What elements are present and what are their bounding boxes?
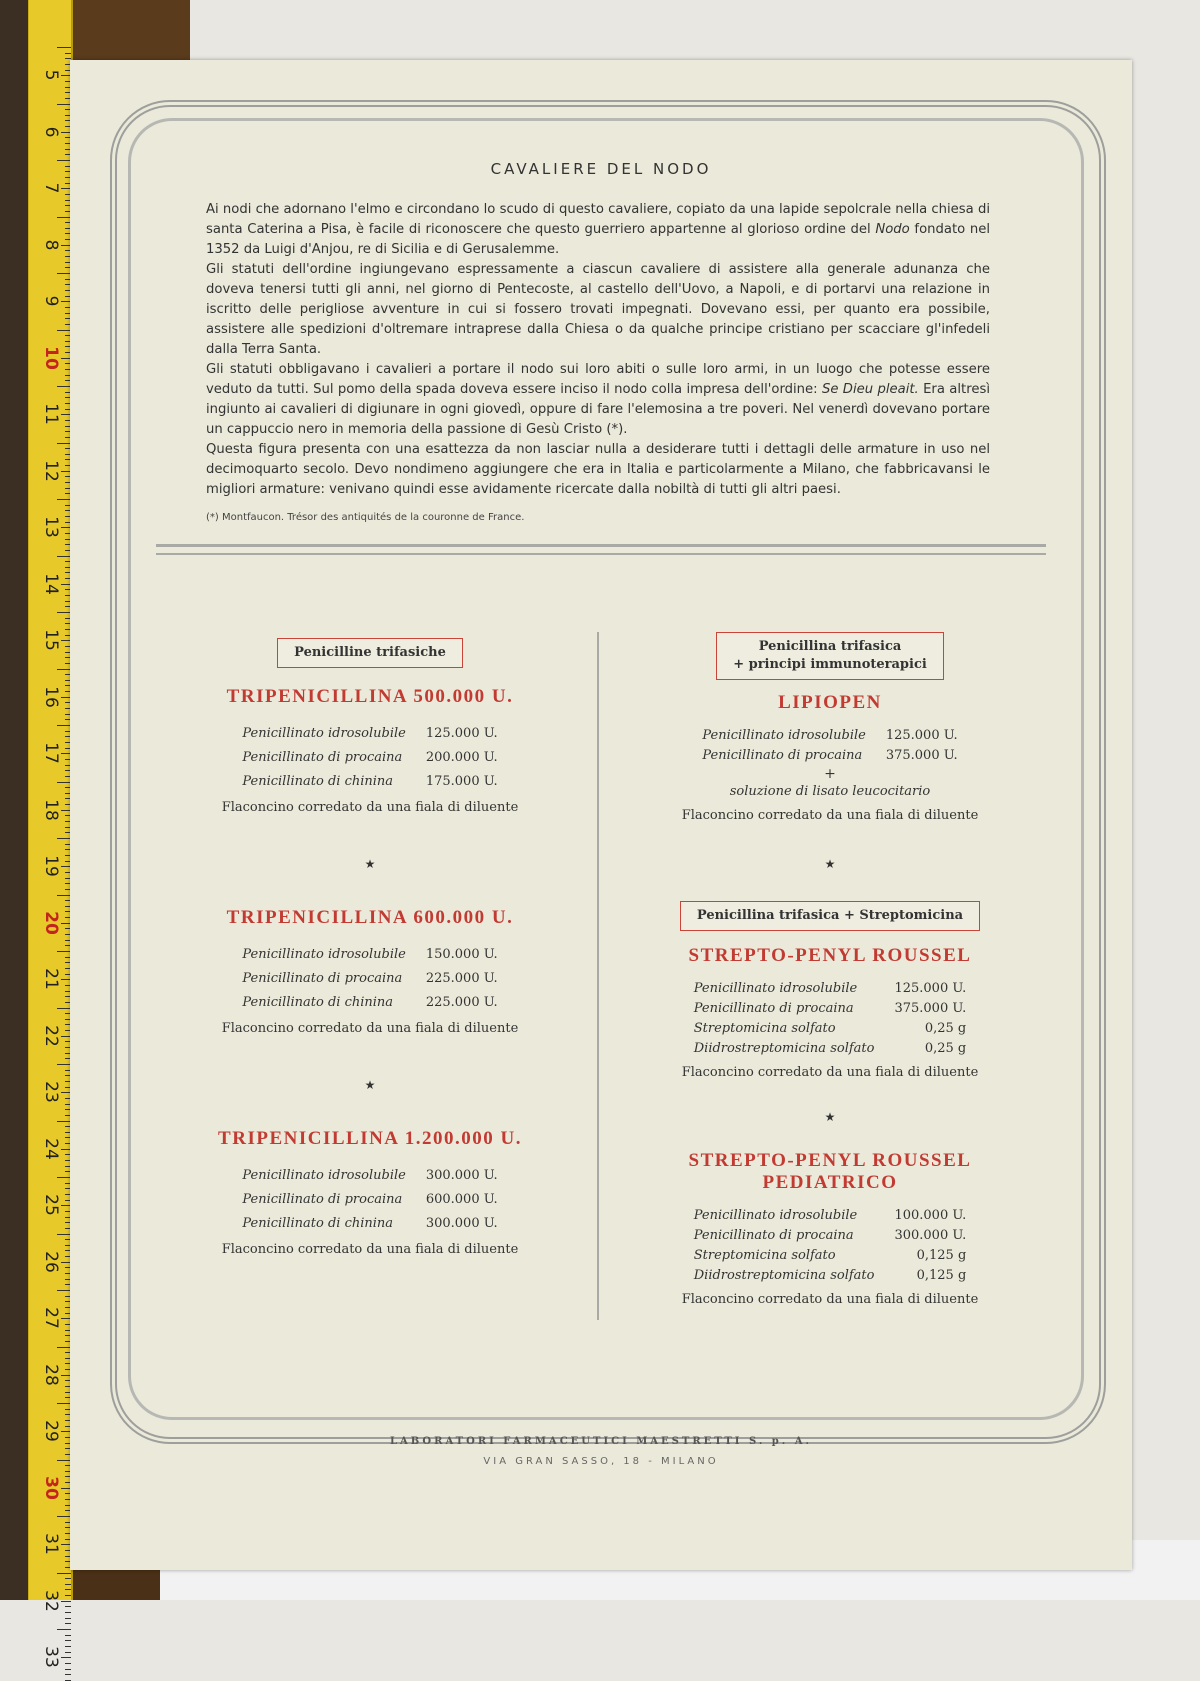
- star-separator: ★: [824, 1110, 836, 1124]
- vial-note: Flaconcino corredato da una fiala di diluente: [681, 808, 979, 823]
- ingredient-amount: 0,25 g: [924, 1021, 967, 1036]
- ruler-tick: [57, 725, 71, 726]
- ingredient-amount: 200.000 U.: [425, 750, 498, 765]
- ruler-number: 25: [41, 1194, 61, 1216]
- ruler-tick: [57, 1573, 71, 1574]
- ruler-tick: [65, 1635, 71, 1636]
- ruler-number: 33: [41, 1646, 61, 1668]
- ruler-tick: [61, 1601, 71, 1602]
- column-divider: [597, 632, 599, 1320]
- ruler-number: 28: [41, 1363, 61, 1386]
- article-title: CAVALIERE DEL NODO: [490, 160, 712, 178]
- ruler-number: 21: [41, 968, 61, 990]
- article-paragraph: Gli statuti dell'ordine ingiungevano espressamente a ciascun cavaliere di assistere alla generale adunanza che doveva tenersi tutti gli anni, nel giorno di Pentecoste, al castello dell'Uovo, a Napoli, e di portarvi una relazione in iscritto delle perigliose avventure in cui si fossero trovati impegnati. Dovevano essi, per quanto era possibile, assistere alle spedizioni d'oltremare intraprese dalla Chiesa o da qualche principe cristiano per scacciare gl'infedeli dalla Terra Santa.: [206, 262, 990, 357]
- ingredient-name: Penicillinato di chinina: [242, 1216, 394, 1231]
- ingredient-amount: 125.000 U.: [425, 726, 498, 741]
- ruler-number: 18: [41, 798, 61, 821]
- article-paragraph: Questa figura presenta con una esattezza da non lasciar nulla a desiderare tutti i dettagli delle armature in uso nel decimoquarto secolo. Devo nondimeno aggiungere che era in Italia e particolarmente a Milano, che fabbricavansi le migliori armature: venivano quindi esse avidamente ricercate dalla nobiltà di tutti gli altri paesi.: [206, 442, 990, 497]
- ingredient-amount: 600.000 U.: [425, 1192, 498, 1207]
- ingredient-name: Penicillinato di chinina: [242, 774, 394, 789]
- ruler-tick: [57, 499, 71, 500]
- ingredient-list: [170, 722, 570, 794]
- product-name: LIPIOPEN: [778, 692, 882, 713]
- ruler-number: 17: [41, 742, 61, 764]
- ruler-number: 6: [41, 126, 61, 137]
- ingredient-name: Penicillinato di procaina: [242, 1192, 403, 1207]
- ruler-tick: [57, 1008, 71, 1009]
- ruler-tick: [57, 330, 71, 331]
- ruler-tick: [65, 53, 71, 54]
- ruler-number: 14: [41, 572, 61, 595]
- category-label: Penicilline trifasiche: [277, 638, 463, 668]
- plus-sign: +: [824, 766, 836, 782]
- ruler-number: 31: [41, 1533, 61, 1555]
- ruler-number: 16: [41, 685, 61, 708]
- ruler-tick: [57, 273, 71, 274]
- ingredient-name: Penicillinato idrosolubile: [242, 1168, 406, 1183]
- ruler-number: 11: [41, 403, 61, 425]
- ruler-tick: [65, 1652, 71, 1653]
- ruler-tick: [65, 1584, 71, 1585]
- section-divider: [156, 544, 1046, 555]
- ingredient-amount: 175.000 U.: [425, 774, 498, 789]
- ingredient-name: Penicillinato di procaina: [242, 971, 403, 986]
- ingredient-amount: 0,25 g: [924, 1041, 967, 1056]
- ingredient-list: [170, 943, 570, 1015]
- ingredient-amount: 100.000 U.: [894, 1208, 967, 1223]
- ruler-number: 15: [41, 629, 61, 651]
- ruler-tick: [65, 1612, 71, 1613]
- ruler-tick: [57, 160, 71, 161]
- ruler-tick: [57, 1516, 71, 1517]
- company-address: VIA GRAN SASSO, 18 - MILANO: [483, 1456, 719, 1467]
- ingredient-name: Penicillinato idrosolubile: [693, 1208, 858, 1223]
- product-name: TRIPENICILLINA 600.000 U.: [226, 907, 514, 928]
- ruler-number: 23: [41, 1081, 61, 1103]
- document-page: [70, 60, 1132, 1570]
- vial-note: Flaconcino corredato da una fiala di diluente: [221, 1242, 519, 1257]
- ruler-number: 24: [41, 1137, 61, 1160]
- category-label: [716, 632, 944, 680]
- ruler-tick: [57, 47, 71, 48]
- product-name: STREPTO-PENYL ROUSSEL: [688, 945, 972, 966]
- ruler-tick: [57, 1347, 71, 1348]
- star-separator: ★: [364, 857, 376, 871]
- ruler-number: 29: [41, 1420, 61, 1442]
- ingredient-name: Penicillinato di procaina: [242, 750, 403, 765]
- ruler-tick: [57, 556, 71, 557]
- category-label: Penicillina trifasica + Streptomicina: [680, 901, 980, 931]
- ruler-number: 7: [41, 182, 61, 194]
- ruler-tick: [57, 1460, 71, 1461]
- ruler-number: 19: [41, 855, 61, 877]
- category-label-line: Penicillina trifasica: [758, 639, 902, 654]
- article-body: [206, 200, 990, 500]
- ingredient-amount: 225.000 U.: [425, 971, 498, 986]
- ingredient-list: [170, 1164, 570, 1236]
- ruler-tick: [57, 1403, 71, 1404]
- vial-note: Flaconcino corredato da una fiala di diluente: [681, 1292, 979, 1307]
- star-separator: ★: [824, 857, 836, 871]
- ingredient-list: [630, 726, 1030, 766]
- ingredient-amount: 300.000 U.: [425, 1168, 498, 1183]
- ingredient-amount: 300.000 U.: [425, 1216, 498, 1231]
- category-label-line: + principi immunoterapici: [733, 657, 927, 672]
- ingredient-amount: 375.000 U.: [885, 748, 958, 763]
- ingredient-amount: 0,125 g: [916, 1268, 967, 1283]
- ruler-tick: [65, 1578, 71, 1579]
- right-column: [630, 632, 1030, 1307]
- ingredient-name: Penicillinato idrosolubile: [702, 728, 866, 743]
- ruler-number: 32: [41, 1589, 61, 1612]
- ingredient-name: Streptomicina solfato: [693, 1021, 836, 1036]
- product-name: TRIPENICILLINA 1.200.000 U.: [218, 1128, 522, 1149]
- ruler-number: 22: [41, 1024, 61, 1047]
- ruler-tick: [57, 1629, 71, 1630]
- ingredient-name: Diidrostreptomicina solfato: [693, 1041, 875, 1056]
- ingredient-amount: 300.000 U.: [894, 1228, 967, 1243]
- ruler-number: 9: [41, 295, 61, 307]
- ruler-tick: [57, 217, 71, 218]
- ruler-tick: [65, 1669, 71, 1670]
- ruler-tick: [65, 1640, 71, 1641]
- ingredient-name: Penicillinato idrosolubile: [242, 947, 406, 962]
- footnote: (*) Montfaucon. Trésor des antiquités de la couronne de France.: [206, 512, 525, 523]
- vial-note: Flaconcino corredato da una fiala di diluente: [681, 1065, 979, 1080]
- company-name: LABORATORI FARMACEUTICI MAESTRETTI S. p. A.: [390, 1436, 812, 1447]
- ruler-number: 12: [41, 459, 61, 482]
- ingredient-name: Penicillinato idrosolubile: [693, 981, 858, 996]
- ruler-tick: [57, 1064, 71, 1065]
- ruler-tick: [57, 104, 71, 105]
- ingredient-amount: 0,125 g: [916, 1248, 967, 1263]
- ruler-tick: [57, 1290, 71, 1291]
- left-column: [170, 638, 570, 1257]
- ingredient-amount: 375.000 U.: [894, 1001, 967, 1016]
- ruler-tick: [65, 1646, 71, 1647]
- background-edge: [0, 0, 28, 1600]
- article-paragraph: Gli statuti obbligavano i cavalieri a portare il nodo sui loro abiti o sulle loro armi, in un luogo che potesse essere veduto da tutti. Sul pomo della spada doveva essere inciso il nodo colla impresa dell'ordine: Se Dieu pleait. Era altresì ingiunto ai cavalieri di digiunare in ogni giovedì, oppure di fare l'elemosina a tre poveri. Nel venerdì dovevano portare un cappuccio nero in memoria della passione di Gesù Cristo (*).: [206, 362, 990, 437]
- ruler-tick: [57, 951, 71, 952]
- ingredient-list: [630, 1206, 1030, 1286]
- ruler-tick: [57, 1121, 71, 1122]
- ruler-number: 10: [41, 345, 61, 370]
- ingredient-list: [630, 979, 1030, 1059]
- ruler-tick: [57, 838, 71, 839]
- product-name: STREPTO-PENYL ROUSSEL PEDIATRICO: [688, 1150, 972, 1193]
- ingredient-name: Penicillinato di chinina: [242, 995, 394, 1010]
- ruler-tick: [65, 1663, 71, 1664]
- ruler-tick: [65, 1589, 71, 1590]
- ingredient-amount: 125.000 U.: [894, 981, 967, 996]
- ruler-tick: [65, 1618, 71, 1619]
- ingredient-name: Penicillinato di procaina: [693, 1228, 854, 1243]
- article-paragraph: Ai nodi che adornano l'elmo e circondano lo scudo di questo cavaliere, copiato da una lapide sepolcrale nella chiesa di santa Caterina a Pisa, è facile di riconoscere che questo guerriero appartenne al glorioso ordine del Nodo fondato nel 1352 da Luigi d'Anjou, re di Sicilia e di Gerusalemme.: [206, 202, 991, 257]
- ingredient-name: Diidrostreptomicina solfato: [693, 1268, 875, 1283]
- ruler-tick: [65, 1595, 71, 1596]
- ingredient-name: Penicillinato di procaina: [702, 748, 863, 763]
- product-name: TRIPENICILLINA 500.000 U.: [226, 686, 514, 707]
- ingredient-name: Streptomicina solfato: [693, 1248, 836, 1263]
- ruler-tick: [61, 1657, 71, 1658]
- vial-note: Flaconcino corredato da una fiala di diluente: [221, 1021, 519, 1036]
- measuring-tape: [28, 0, 73, 1668]
- ruler-tick: [57, 895, 71, 896]
- ruler-number: 20: [41, 910, 61, 935]
- ingredient-amount: 125.000 U.: [885, 728, 958, 743]
- ruler-tick: [57, 1234, 71, 1235]
- ruler-tick: [65, 1623, 71, 1624]
- ruler-number: 26: [41, 1250, 61, 1273]
- ingredient-name: Penicillinato idrosolubile: [242, 726, 406, 741]
- ingredient-name: Penicillinato di procaina: [693, 1001, 854, 1016]
- star-separator: ★: [364, 1078, 376, 1092]
- ruler-tick: [57, 386, 71, 387]
- ruler-number: 30: [41, 1475, 61, 1500]
- ruler-tick: [65, 1606, 71, 1607]
- ruler-number: 27: [41, 1307, 61, 1329]
- ruler-tick: [57, 1177, 71, 1178]
- ruler-tick: [57, 612, 71, 613]
- ingredient-amount: 225.000 U.: [425, 995, 498, 1010]
- ruler-tick: [57, 443, 71, 444]
- ruler-tick: [57, 669, 71, 670]
- ruler-number: 5: [41, 69, 61, 81]
- ingredient-extra: soluzione di lisato leucocitario: [729, 784, 931, 799]
- ruler-tick: [57, 782, 71, 783]
- ruler-number: 8: [41, 239, 61, 250]
- ruler-tick: [65, 1674, 71, 1675]
- ingredient-amount: 150.000 U.: [425, 947, 498, 962]
- ruler-number: 13: [41, 516, 61, 538]
- vial-note: Flaconcino corredato da una fiala di diluente: [221, 800, 519, 815]
